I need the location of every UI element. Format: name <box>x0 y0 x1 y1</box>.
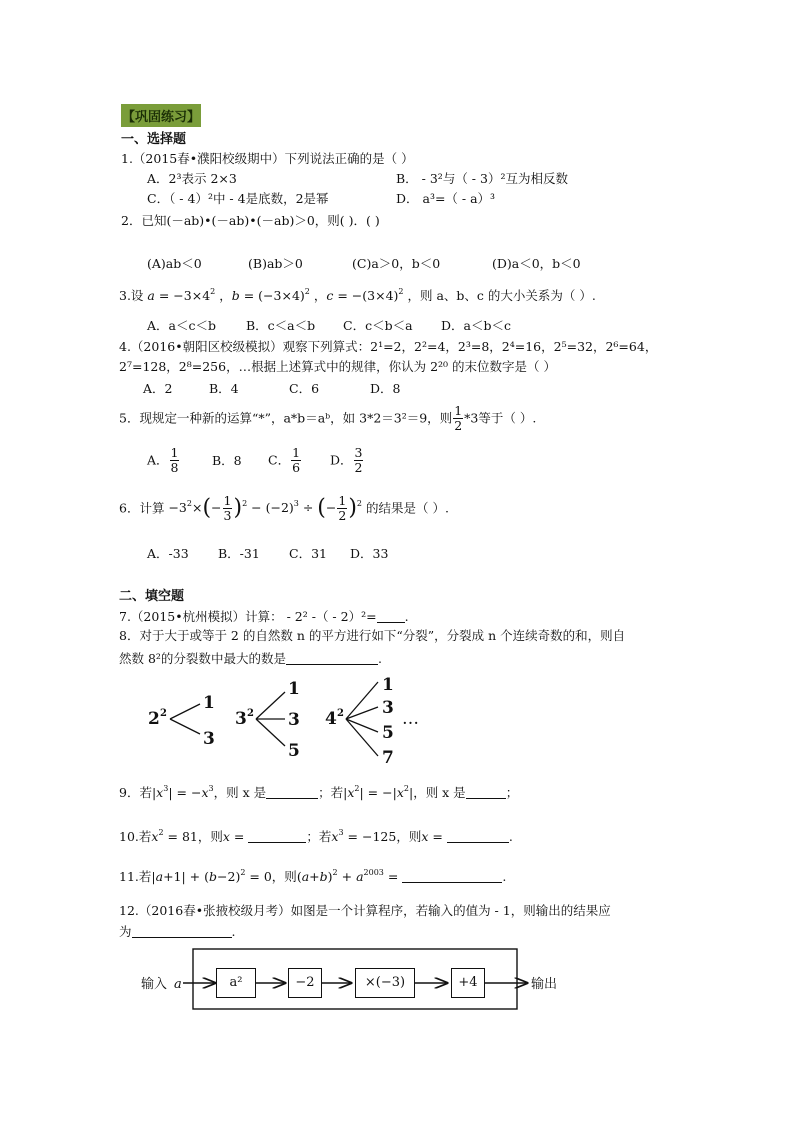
q3-option-d: D．a＜b＜c <box>441 318 511 333</box>
flow-input-label: 输入 <box>141 977 168 992</box>
q10-blank-1[interactable] <box>248 830 306 843</box>
q6-prefix: 6．计算 <box>119 500 165 516</box>
q5-stem-a: 5．现规定一种新的运算“*”，a*b＝aᵇ，如 3*2＝3²＝9，则 <box>119 410 453 426</box>
q1-option-d: D． a³=（ - a）³ <box>396 191 496 206</box>
q8-line2: 然数 8²的分裂数中最大的数是 . <box>119 651 382 666</box>
q8-line1: 8．对于大于或等于 2 的自然数 n 的平方进行如下“分裂”，分裂成 n 个连续奇数的和，则自 <box>119 628 626 643</box>
flow-output-label: 输出 <box>531 977 558 992</box>
flow-box-minus2: −2 <box>288 968 322 998</box>
split-4-term-2: 3 <box>382 698 394 718</box>
split-exp-3: 2 <box>247 708 254 719</box>
split-3-term-1: 1 <box>288 679 300 699</box>
q5-stem-b: *3等于（ ）. <box>464 410 537 426</box>
q12-answer-blank[interactable] <box>132 925 232 938</box>
split-2-term-2: 3 <box>203 729 215 749</box>
q6-option-a: A．-33 <box>147 546 189 561</box>
q11-formula-1: $|a+1| + (b-2)^2 = 0$ <box>151 868 272 884</box>
split-4-term-1: 1 <box>382 675 394 695</box>
section-heading-choice: 一、选择题 <box>121 132 187 147</box>
q10-blank-2[interactable] <box>447 830 509 843</box>
section-tag: 【巩固练习】 <box>121 104 201 127</box>
flow-box-plus4: +4 <box>451 968 485 998</box>
q6-formula: $-3^2\times(-$ $\frac{1}{3}$ )$^2 - (-2)^3$ ÷ (− $\frac{1}{2}$ )$^2$ <box>168 493 363 524</box>
flow-box-square: a² <box>216 968 256 998</box>
q2-option-a: (A)ab＜0 <box>147 256 202 271</box>
q1-option-b: B． - 3²与（ - 3）²互为相反数 <box>396 171 568 186</box>
split-base-2: 2 <box>148 709 160 729</box>
q5-option-d: D． $\frac{3}{2}$ <box>330 445 363 476</box>
q4-line1: 4.（2016•朝阳区校级模拟）观察下列算式：2¹=2，2²=4，2³=8，2⁴=16，2⁵=32，2⁶=64， <box>119 339 658 354</box>
q5-stem <box>119 404 536 434</box>
q5-option-c: C． $\frac{1}{6}$ <box>268 445 301 476</box>
q6-suffix: 的结果是（ ）. <box>366 500 449 516</box>
q11: 11.若$|a+1| + (b-2)^2 = 0$，则$(a+b)^2 + a^{2003}$ = . <box>119 868 507 884</box>
q2-option-d: (D)a＜0，b＜0 <box>492 256 581 271</box>
q2-stem: 2．已知(－ab)•(－ab)•(－ab)＞0，则( )．( ) <box>121 213 380 228</box>
q12-line2: 为 . <box>119 924 236 939</box>
section-heading-fill: 二、填空题 <box>119 589 185 604</box>
q3-option-a: A．a＜c＜b <box>147 318 216 333</box>
split-figure <box>140 672 440 772</box>
q7: 7.（2015•杭州模拟）计算： - 2² -（ - 2）²= . <box>119 609 409 624</box>
split-exp-4: 2 <box>337 708 344 719</box>
q1-stem: 1.（2015春•濮阳校级期中）下列说法正确的是（ ） <box>121 151 414 166</box>
q9-formula-2: $|x^2| = -|x^2|$ <box>343 784 414 800</box>
flow-input-var: a <box>174 977 182 992</box>
q11-blank[interactable] <box>402 870 502 883</box>
q4-option-a: A．2 <box>143 381 173 396</box>
flow-box-times-neg3: ×(−3) <box>355 968 415 998</box>
q4-option-c: C．6 <box>289 381 320 396</box>
split-exp-2: 2 <box>160 708 167 719</box>
q3-formula: $a = -3\times 4^2$ ，$b = (-3\times 4)^2$ ，$c = -(3\times 4)^2$ <box>147 287 404 303</box>
q9-blank-1[interactable] <box>266 786 318 799</box>
q8-answer-blank[interactable] <box>286 652 378 665</box>
split-base-3: 3 <box>235 709 247 729</box>
q11-formula-2: $(a+b)^2 + a^{2003}$ = <box>296 868 399 884</box>
split-3-term-3: 5 <box>288 741 300 761</box>
q6-option-d: D．33 <box>350 546 389 561</box>
q6-option-c: C．31 <box>289 546 327 561</box>
split-3-term-2: 3 <box>288 710 300 730</box>
q1-option-a: A．2³表示 2×3 <box>147 171 237 186</box>
q4-option-b: B．4 <box>209 381 239 396</box>
q3-prefix: 3.设 <box>119 288 144 303</box>
q3-option-c: C．c＜b＜a <box>343 318 413 333</box>
q5-fraction: $\frac{1}{2}$ <box>454 403 463 434</box>
q6-stem <box>119 494 449 524</box>
split-4-term-4: 7 <box>382 748 394 768</box>
q1-option-c: C．（ - 4）²中 - 4是底数，2是幂 <box>147 191 329 206</box>
split-4-term-3: 5 <box>382 723 394 743</box>
split-base-4: 4 <box>325 709 337 729</box>
q5-option-b: B．8 <box>212 453 242 468</box>
q9-formula-1: $|x^3| = -x^3$ <box>151 784 214 800</box>
q10-formula-1: $x^2 = 81$ <box>151 828 198 844</box>
split-ellipsis: … <box>402 709 419 729</box>
q4-option-d: D．8 <box>370 381 401 396</box>
q3-option-b: B．c＜a＜b <box>246 318 316 333</box>
q3-stem <box>119 287 596 303</box>
q9-blank-2[interactable] <box>466 786 506 799</box>
q2-option-c: (C)a＞0，b＜0 <box>352 256 441 271</box>
q3-suffix: ，则 a、b、c 的大小关系为（ ）. <box>407 288 596 303</box>
q2-option-b: (B)ab＞0 <box>248 256 303 271</box>
q10-formula-2: $x^3 = -125$ <box>331 828 397 844</box>
q6-option-b: B．-31 <box>218 546 260 561</box>
q12-line1: 12.（2016春•张掖校级月考）如图是一个计算程序，若输入的值为 - 1，则输出的结果应 <box>119 903 611 918</box>
q7-answer-blank[interactable] <box>377 610 405 623</box>
q4-line2: 2⁷=128，2⁸=256，…根据上述算式中的规律，你认为 2²⁰ 的末位数字是（ ） <box>119 359 556 374</box>
q5-option-a: A． $\frac{1}{8}$ <box>147 445 179 476</box>
q9: 9．若$|x^3| = -x^3$，则 x 是 ；若$|x^2| = -|x^2|$，则 x 是 ； <box>119 784 519 800</box>
q10: 10.若$x^2 = 81$，则x = ；若$x^3 = -125$，则x = . <box>119 828 513 844</box>
split-2-term-1: 1 <box>203 693 215 713</box>
